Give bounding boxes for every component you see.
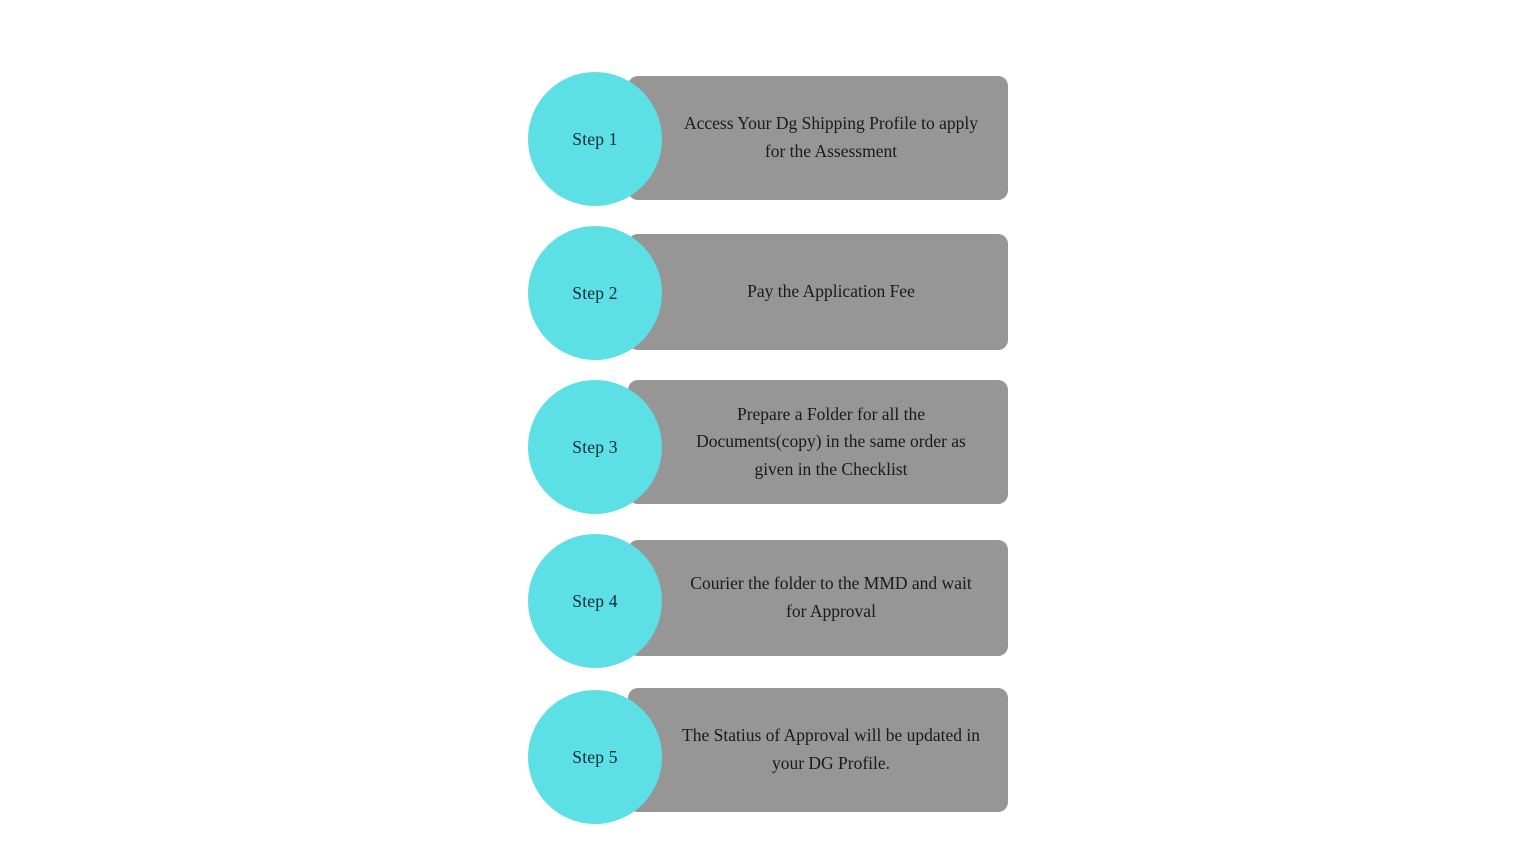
step-badge xyxy=(528,380,662,514)
list-item xyxy=(528,72,1008,204)
step-description-bar xyxy=(628,234,1008,350)
step-badge-label: Step 2 xyxy=(572,282,618,303)
step-description-text: Pay the Application Fee xyxy=(747,281,915,302)
list-item xyxy=(528,380,1008,512)
step-badge xyxy=(528,72,662,206)
step-description-text: Prepare a Folder for all the Documents(copy) in the same order as given in the Checklist xyxy=(696,403,966,479)
step-badge-label: Step 1 xyxy=(572,128,618,149)
step-description-bar xyxy=(628,540,1008,656)
step-badge xyxy=(528,226,662,360)
step-description-text: Access Your Dg Shipping Profile to apply for the Assessment xyxy=(683,113,979,161)
step-description-bar xyxy=(628,76,1008,200)
step-description-text: The Statius of Approval will be updated in your DG Profile. xyxy=(682,725,980,773)
step-description-bar xyxy=(628,688,1008,812)
list-item xyxy=(528,534,1008,666)
step-description-bar xyxy=(628,380,1008,504)
step-badge-label: Step 5 xyxy=(572,746,618,767)
step-list xyxy=(528,72,1008,842)
step-badge xyxy=(528,534,662,668)
step-badge-label: Step 3 xyxy=(572,436,618,457)
step-badge-label: Step 4 xyxy=(572,590,618,611)
step-description-text: Courier the folder to the MMD and wait for Approval xyxy=(690,573,972,621)
list-item xyxy=(528,688,1008,820)
list-item xyxy=(528,226,1008,358)
step-badge xyxy=(528,690,662,824)
